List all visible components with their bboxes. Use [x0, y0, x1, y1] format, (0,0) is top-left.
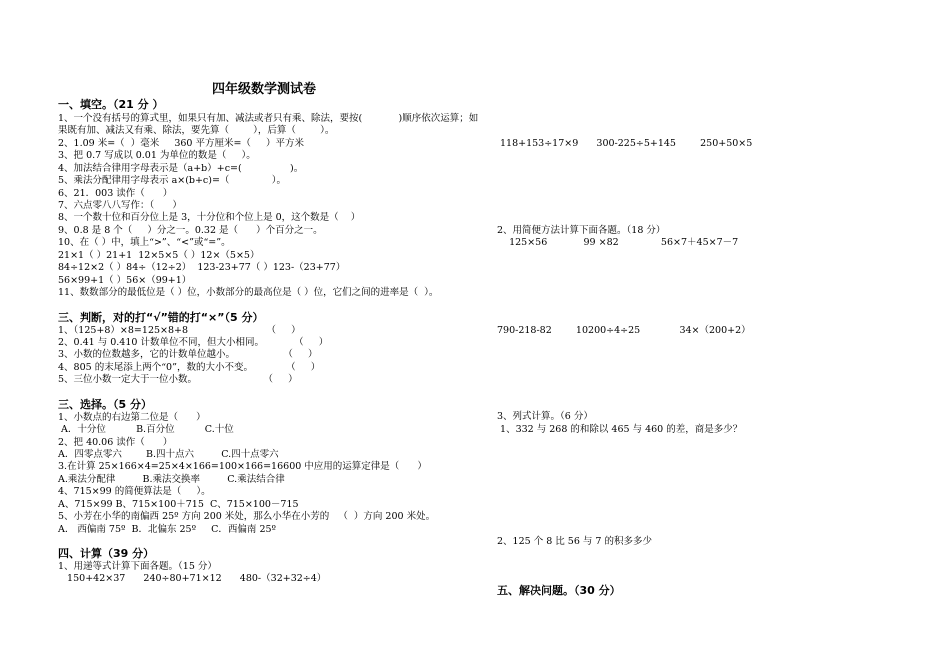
simplify-line: 125×56 99 ×82 56×7＋45×7－7 [497, 237, 739, 248]
choice-line: A．四零点零六 B.四十点六 C.四十点零六 [58, 449, 279, 460]
section-4-title: 四、计算（39 分） [58, 547, 155, 560]
fill-blank-line: 1、一个没有括号的算式里，如果只有加、减法或者只有乘、除法，要按( )顺序依次运算；如 [58, 113, 479, 124]
right-calc-line: 118+153÷17×9 300-225÷5+145 250+50×5 [500, 138, 753, 149]
section-3-choice-title: 三、选择。（5 分） [58, 398, 152, 411]
section-3-judge-title: 三、判断，对的打“√”错的打“×”（5 分） [58, 311, 264, 324]
judge-line: 2、0.41 与 0.410 计数单位不同，但大小相同。 （ ） [58, 337, 329, 348]
judge-line: 4、805 的末尾添上两个“0”，数的大小不变。 （ ） [58, 362, 321, 373]
expression-line: 1、332 与 268 的和除以 465 与 460 的差，商是多少？ [497, 424, 743, 435]
fill-blank-line: 9、0.8 是 8 个（ ）分之一。0.32 是（ ）个百分之一。 [58, 225, 323, 236]
fill-blank-line: 8、一个数十位和百分位上是 3，十分位和个位上是 0，这个数是（ ） [58, 212, 361, 223]
page-title: 四年级数学测试卷 [212, 82, 317, 97]
expression-line: 2、125 个 8 比 56 与 7 的积多多少 [497, 536, 652, 547]
fill-blank-line: 7、六点零八八写作：（ ） [58, 200, 182, 211]
fill-blank-line: 5、乘法分配律用字母表示 a×(b+c)=（ ）。 [58, 175, 286, 186]
fill-blank-line: 果既有加、减法又有乘、除法，要先算（ ），后算（ ）。 [58, 125, 335, 136]
section-1-title: 一、填空。（21 分 ） [58, 98, 164, 111]
choice-line: 1、小数点的右边第二位是（ ） [58, 412, 206, 423]
choice-line: 2、把 40.06 读作（ ） [58, 437, 173, 448]
fill-blank-line: 6、21．003 读作（ ） [58, 188, 173, 199]
calc-line: 150+42×37 240÷80+71×12 480-（32+32÷4） [58, 573, 327, 584]
judge-line: 5、三位小数一定大于一位小数。 （ ） [58, 374, 298, 385]
fill-blank-line: 3、把 0.7 写成以 0.01 为单位的数是（ ）。 [58, 150, 256, 161]
simplify-title: 2、用简便方法计算下面各题。（18 分） [497, 225, 666, 236]
calc-line: 1、用递等式计算下面各题。（15 分） [58, 561, 217, 572]
fill-blank-line: 11、数数部分的最低位是（ ）位，小数部分的最高位是（ ）位，它们之间的进率是（ ）。 [58, 287, 439, 298]
judge-line: 3、小数的位数越多，它的计数单位越小。 （ ） [58, 349, 318, 360]
fill-blank-line: 2、1.09 米=（ ）毫米 360 平方厘米=（ ）平方米 [58, 138, 305, 149]
choice-line: A.乘法分配律 B.乘法交换率 C.乘法结合律 [58, 474, 285, 485]
fill-blank-line: 4、加法结合律用字母表示是（a+b）+c=( )。 [58, 163, 304, 174]
choice-line: 4、715×99 的简便算法是（ ）。 [58, 486, 211, 497]
right-calc-line: 790-218-82 10200÷4÷25 34×（200+2） [497, 325, 751, 336]
fill-blank-line: 56×99+1（ ）56×（99+1） [58, 275, 192, 286]
choice-line: A、715×99 B、715×100＋715 C、715×100－715 [58, 499, 299, 510]
expression-title: 3、列式计算。（6 分） [497, 411, 593, 422]
fill-blank-line: 84÷12×2（ ）84÷（12÷2） 123-23+77（ ）123-（23+77） [58, 262, 346, 273]
choice-line: A．十分位 B.百分位 C.十位 [58, 424, 234, 435]
fill-blank-line: 10、在（ ）中，填上“>”、“<”或“=”。 [58, 237, 231, 248]
choice-line: A． 西偏南 75º B．北偏东 25º C．西偏南 25º [58, 524, 276, 535]
section-5-title: 五、解决问题。（30 分） [497, 584, 621, 597]
choice-line: 3.在计算 25×166×4=25×4×166=100×166=16600 中应用的运算定律是（ ） [58, 461, 427, 472]
choice-line: 5、小芳在小华的南偏西 25º 方向 200 米处，那么小华在小芳的 （ ）方向 200 米处。 [58, 511, 436, 522]
fill-blank-line: 21×1（ ）21+1 12×5×5（ ）12×（5×5） [58, 250, 260, 261]
judge-line: 1、（125+8）×8=125×8+8 （ ） [58, 325, 301, 336]
